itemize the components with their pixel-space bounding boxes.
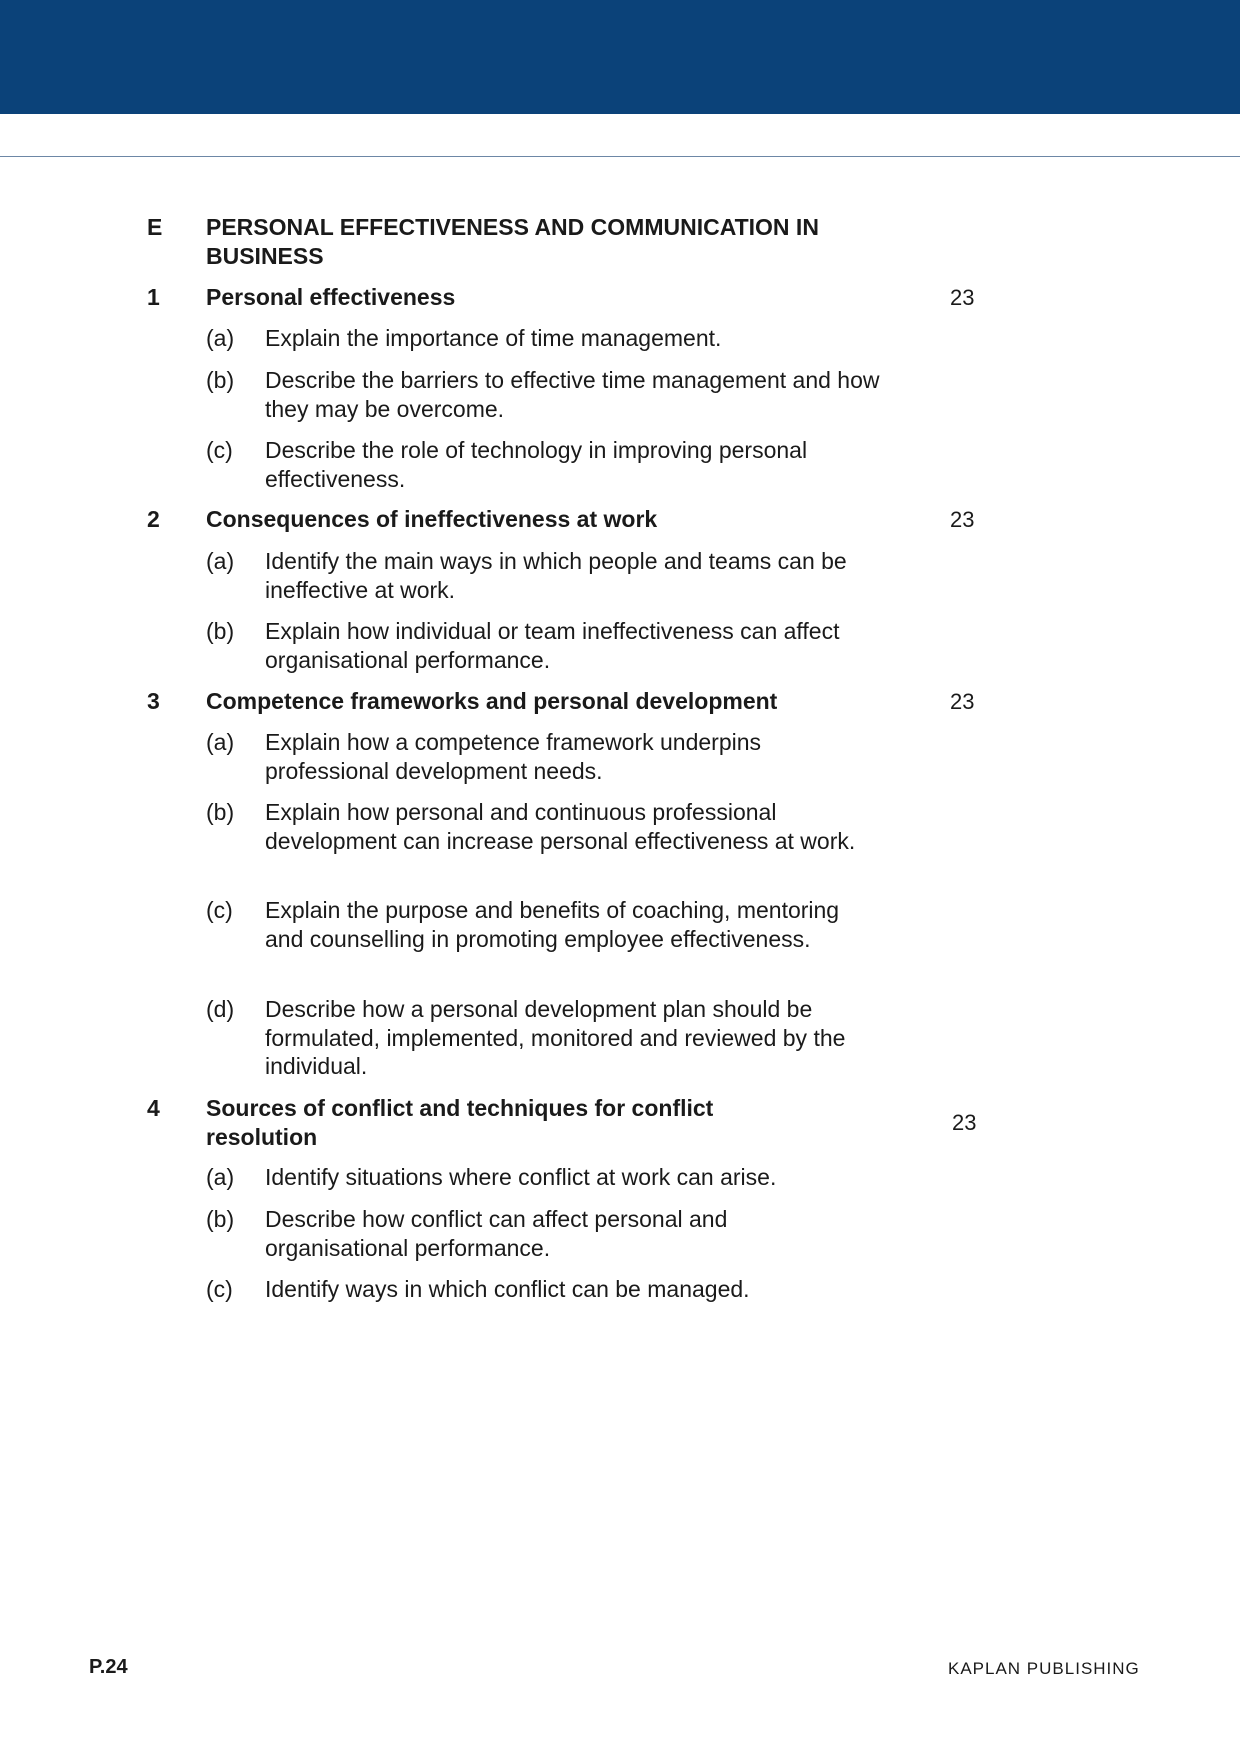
item-text: Explain how a competence framework underpins professional development needs. (265, 729, 762, 784)
item-label: (c) (206, 897, 233, 923)
header-band (0, 0, 1240, 114)
item-text: Identify the main ways in which people and teams can be ineffective at work. (265, 548, 847, 603)
item-text: Identify situations where conflict at work can arise. (265, 1164, 777, 1190)
section-letter: E (147, 214, 163, 240)
item-text: Describe the barriers to effective time management and how they may be overcome. (265, 367, 880, 422)
topic-number: 2 (147, 506, 160, 532)
topic-number: 1 (147, 284, 160, 310)
item-label: (b) (206, 799, 235, 825)
item-label: (c) (206, 1276, 233, 1302)
header-divider (0, 156, 1240, 157)
item-label: (a) (206, 1164, 235, 1190)
topic-title: Sources of conflict and techniques for conflict resolution (206, 1095, 714, 1150)
item-label: (d) (206, 996, 235, 1022)
topic-number: 3 (147, 688, 160, 714)
topic-page-reference: 23 (950, 285, 975, 310)
item-text: Describe how a personal development plan should be formulated, implemented, monitored and reviewed by the individual. (265, 996, 846, 1079)
topic-number: 4 (147, 1095, 160, 1121)
item-text: Explain the importance of time management. (265, 325, 722, 351)
topic-title: Consequences of ineffectiveness at work (206, 506, 658, 532)
item-label: (a) (206, 325, 235, 351)
topic-page-reference: 23 (950, 689, 975, 714)
section-title: PERSONAL EFFECTIVENESS AND COMMUNICATION IN BUSINESS (206, 214, 819, 269)
item-label: (b) (206, 618, 235, 644)
topic-page-reference: 23 (950, 507, 975, 532)
item-text: Explain how personal and continuous professional development can increase personal effectiveness at work. (265, 799, 856, 854)
topic-title: Personal effectiveness (206, 284, 456, 310)
item-text: Explain the purpose and benefits of coaching, mentoring and counselling in promoting employee effectiveness. (265, 897, 840, 952)
item-label: (b) (206, 367, 235, 393)
item-text: Identify ways in which conflict can be managed. (265, 1276, 750, 1302)
item-text: Explain how individual or team ineffectiveness can affect organisational performance. (265, 618, 840, 673)
item-text: Describe how conflict can affect personal and organisational performance. (265, 1206, 728, 1261)
item-label: (a) (206, 729, 235, 755)
item-label: (a) (206, 548, 235, 574)
publisher-name: KAPLAN PUBLISHING (948, 1659, 1140, 1678)
page-number: P.24 (89, 1656, 128, 1678)
item-label: (b) (206, 1206, 235, 1232)
item-text: Describe the role of technology in improving personal effectiveness. (265, 437, 808, 492)
topic-title: Competence frameworks and personal development (206, 688, 778, 714)
item-label: (c) (206, 437, 233, 463)
topic-page-reference: 23 (952, 1110, 977, 1135)
